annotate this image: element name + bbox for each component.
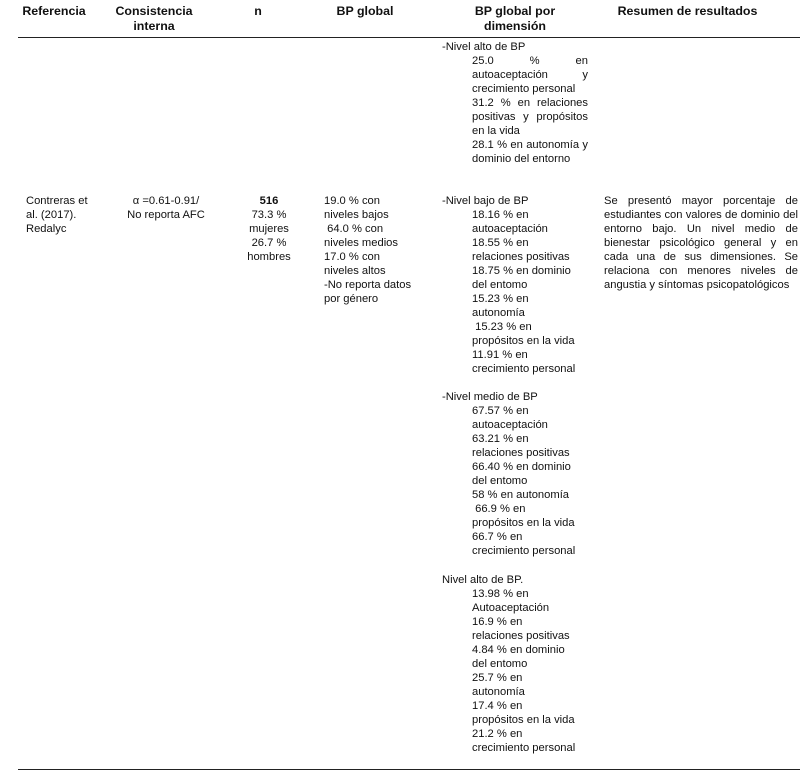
header-consistencia-line1: Consistencia: [115, 4, 193, 18]
table-bottom-rule: [18, 769, 800, 770]
nivel-bajo-block: [442, 194, 592, 376]
bp-global-line: -No reporta datos: [324, 279, 412, 291]
nivel-bajo-line: autoaceptación: [472, 223, 548, 235]
nivel-alto-block: [442, 573, 592, 755]
header-resumen: Resumen de resultados: [617, 4, 758, 18]
nivel-medio-line: crecimiento personal: [472, 545, 576, 557]
header-referencia: Referencia: [22, 4, 86, 18]
nivel-bajo-line: 18.55 % en: [472, 237, 529, 249]
n-mujeres-pct: 73.3 %: [251, 209, 287, 221]
bp-global-line: 19.0 % con: [324, 195, 380, 207]
bp-global-line: niveles medios: [324, 237, 398, 249]
nivel-medio-block: [442, 390, 592, 558]
nivel-medio-line: relaciones positivas: [472, 447, 570, 459]
row-bp-global: [324, 194, 424, 306]
header-bp-global: BP global: [336, 4, 394, 18]
continuation-item: 25.0 % en autoaceptación y crecimiento personal: [472, 55, 588, 95]
header-bp-dimension: [440, 4, 590, 34]
nivel-bajo-line: propósitos en la vida: [472, 335, 575, 347]
referencia-line: al. (2017).: [26, 209, 77, 221]
header-n: n: [254, 4, 262, 18]
nivel-bajo-line: 11.91 % en: [472, 349, 528, 361]
referencia-line: Contreras et: [26, 195, 88, 207]
row-consistencia: [108, 194, 224, 222]
nivel-alto-line: 17.4 % en: [472, 700, 523, 712]
row-n: [234, 194, 304, 264]
n-mujeres-label: mujeres: [249, 223, 289, 235]
nivel-medio-line: 63.21 % en: [472, 433, 529, 445]
n-hombres-pct: 26.7 %: [251, 237, 287, 249]
bp-global-line: niveles altos: [324, 265, 386, 277]
continuation-heading: -Nivel alto de BP: [442, 41, 526, 53]
nivel-medio-line: propósitos en la vida: [472, 517, 575, 529]
nivel-alto-line: 25.7 % en: [472, 672, 523, 684]
nivel-medio-line: del entomo: [472, 475, 528, 487]
nivel-medio-line: 66.40 % en dominio: [472, 461, 571, 473]
nivel-bajo-heading: -Nivel bajo de BP: [442, 195, 529, 207]
bp-global-line: 17.0 % con: [324, 251, 380, 263]
nivel-alto-line: 4.84 % en dominio: [472, 644, 565, 656]
row-resumen: Se presentó mayor porcentaje de estudiantes con valores de dominio del entorno bajo. Un nivel medio de bienestar psicológico general y en cada una de sus dimensiones. Se relaciona con menores niveles de angustia y síntomas psicopatológicos: [604, 195, 798, 291]
nivel-alto-heading: Nivel alto de BP.: [442, 574, 524, 586]
nivel-bajo-line: 18.16 % en: [472, 209, 529, 221]
nivel-bajo-line: 15.23 % en: [472, 293, 529, 305]
nivel-alto-line: Autoaceptación: [472, 602, 550, 614]
n-hombres-label: hombres: [247, 251, 291, 263]
nivel-medio-heading: -Nivel medio de BP: [442, 391, 538, 403]
nivel-bajo-line: crecimiento personal: [472, 363, 576, 375]
nivel-bajo-line: 15.23 % en: [472, 321, 532, 333]
continuation-item: 28.1 % en autonomía y dominio del entorno: [472, 139, 588, 165]
nivel-medio-line: 58 % en autonomía: [472, 489, 570, 501]
header-consistencia: [104, 4, 204, 34]
nivel-alto-line: 16.9 % en: [472, 616, 523, 628]
n-total: 516: [259, 195, 279, 207]
bp-global-line: por género: [324, 293, 379, 305]
nivel-bajo-line: relaciones positivas: [472, 251, 570, 263]
referencia-line: Redalyc: [26, 223, 67, 235]
nivel-bajo-line: del entomo: [472, 279, 528, 291]
nivel-alto-line: 13.98 % en: [472, 588, 529, 600]
nivel-medio-line: autoaceptación: [472, 419, 548, 431]
header-bp-dimension-line1: BP global por: [474, 4, 556, 18]
nivel-alto-line: propósitos en la vida: [472, 714, 575, 726]
nivel-alto-line: autonomía: [472, 686, 525, 698]
nivel-medio-line: 66.9 % en: [472, 503, 526, 515]
header-bp-dimension-line2: dimensión: [484, 19, 546, 33]
row-referencia: [26, 194, 106, 236]
consistencia-line: α =0.61-0.91/: [132, 195, 200, 207]
header-bottom-rule: [18, 37, 800, 38]
bp-global-line: 64.0 % con: [324, 223, 384, 235]
nivel-bajo-line: 18.75 % en dominio: [472, 265, 571, 277]
nivel-medio-line: 67.57 % en: [472, 405, 529, 417]
nivel-alto-line: crecimiento personal: [472, 742, 576, 754]
nivel-alto-line: del entomo: [472, 658, 528, 670]
continuation-item: 31.2 % en relaciones positivas y propósitos en la vida: [472, 97, 588, 137]
nivel-alto-line: 21.2 % en: [472, 728, 523, 740]
nivel-medio-line: 66.7 % en: [472, 531, 523, 543]
nivel-bajo-line: autonomía: [472, 307, 525, 319]
continuation-nivel-alto: [442, 40, 588, 166]
header-consistencia-line2: interna: [133, 19, 175, 33]
consistencia-line: No reporta AFC: [127, 209, 205, 221]
nivel-alto-line: relaciones positivas: [472, 630, 570, 642]
bp-global-line: niveles bajos: [324, 209, 389, 221]
